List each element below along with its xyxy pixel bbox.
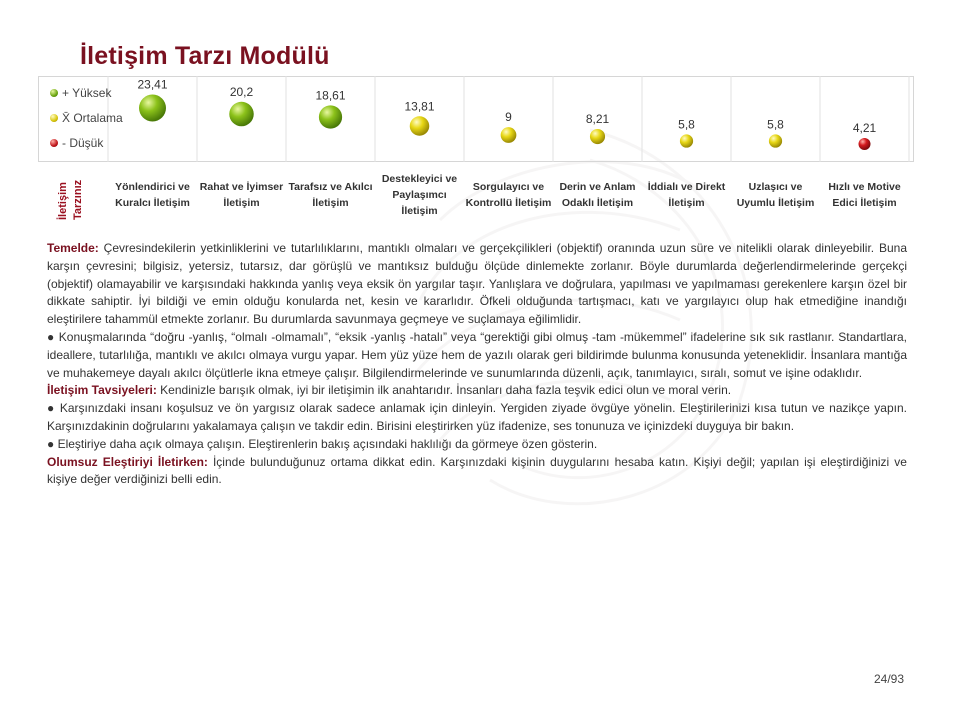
data-label: 13,81	[404, 99, 435, 114]
data-label: 5,8	[678, 117, 695, 132]
average-dot-icon	[50, 114, 58, 122]
chart-area	[38, 76, 914, 162]
olumsuz-label: Olumsuz Eleştiriyi İletirken:	[47, 454, 208, 469]
row-label-line-1: İletişim	[57, 182, 69, 220]
data-point	[590, 129, 605, 144]
bubble-chart	[38, 76, 914, 162]
row-label	[48, 170, 92, 222]
data-label: 23,41	[137, 77, 168, 92]
legend-label: X̄ Ortalama	[62, 110, 123, 125]
olumsuz-text: İçinde bulunduğunuz ortama dikkat edin. Karşınızdaki kişinin duygularını hesaba katın. Kişiyi değil; yapılan işi eleştirdiğinizi ve kişiye değer verdiğinizi belli edin.	[47, 454, 907, 487]
data-label: 20,2	[229, 84, 254, 99]
paragraph-olumsuz	[47, 454, 907, 490]
data-label: 18,61	[315, 88, 346, 103]
category-label: Uzlaşıcı ve Uyumlu İletişim	[736, 181, 815, 209]
legend	[50, 80, 123, 155]
page-title: İletişim Tarzı Modülü	[80, 42, 330, 70]
category-label: Derin ve Anlam Odaklı İletişim	[559, 181, 636, 209]
legend-item-average	[50, 105, 123, 130]
data-label: 5,8	[767, 117, 784, 132]
data-point	[680, 134, 693, 147]
temelde-text: Çevresindekilerin yetkinliklerini ve tutarlılıklarını, mantıklı olmaları ve gerçekçilikleri (objektif) oranında uzun süre ve nitelikli olarak dinleyebilir. Buna karşın çevresini; bilgisiz, yetersiz, tutarsız, dar görüşlü ve mantıksız bulduğu ölçüde dinlemekte zorlanır. Böyle durumlarda değerlendirmelerinde gerçekçi (objektif) olamayabilir ve karşısındaki hakkında yanlış veya eksik ön yargılar taşır. Yanlışlara ve doğrulara, yapılması ve yapılmaması gerekenlere karşın özel bir dikkate sahiptir. İyi bildiği ve emin olduğu konularda net, kesin ve kararlıdır. Öfkeli olduğunda tartışmacı, katı ve yargılayıcı olup hak etmediğine inandığı eleştirilere tahammül etmekte zorlanır. Bu durumlarda savunmaya geçmeye ve suçlamaya eğilimlidir.	[47, 241, 907, 327]
data-label: 8,21	[585, 111, 610, 126]
legend-label: + Yüksek	[62, 85, 112, 100]
data-label: 9	[505, 110, 512, 125]
tavsiye-text: Kendinizle barışık olmak, iyi bir iletişimin ilk anahtarıdır. İnsanları daha fazla teşvik edici olun ve moral verin.	[156, 383, 732, 398]
data-point	[410, 116, 430, 136]
legend-item-high	[50, 80, 123, 105]
category-label: Destekleyici ve Paylaşımcı İletişim	[381, 173, 458, 217]
row-label-line-2: Tarzınız	[72, 179, 84, 220]
data-point	[229, 102, 253, 126]
page-number: 24/93	[874, 672, 905, 686]
high-dot-icon	[50, 89, 58, 97]
data-label: 4,21	[852, 121, 877, 135]
category-label: Tarafsız ve Akılcı İletişim	[288, 181, 373, 209]
legend-item-low	[50, 130, 123, 155]
paragraph-temelde	[47, 240, 907, 329]
legend-label: - Düşük	[62, 135, 104, 150]
paragraph-tavsiye	[47, 382, 907, 400]
category-label: İddialı ve Direkt İletişim	[647, 181, 726, 209]
category-label: Yönlendirici ve Kuralcı İletişim	[115, 181, 190, 209]
data-point	[319, 105, 342, 128]
category-label: Sorgulayıcı ve Kontrollü İletişim	[465, 181, 552, 209]
data-point	[859, 138, 871, 150]
data-point	[139, 95, 166, 122]
description	[47, 240, 907, 489]
data-point	[501, 127, 517, 143]
tavsiye-label: İletişim Tavsiyeleri:	[47, 383, 157, 398]
category-label: Rahat ve İyimser İletişim	[199, 181, 284, 209]
temelde-label: Temelde:	[47, 241, 99, 255]
category-label: Hızlı ve Motive Edici İletişim	[828, 181, 901, 209]
bullet-3: ● Eleştiriye daha açık olmaya çalışın. Eleştirenlerin bakış açısındaki haklılığı da görmeye özen gösterin.	[47, 436, 598, 451]
data-point	[769, 134, 782, 147]
bullet-2: ● Karşınızdaki insanı koşulsuz ve ön yargısız olarak sadece anlamak için dinleyin. Yergiden ziyade övgüye yönelin. Eleştirilerinizi kısa tutun ve nazikçe yapın. Karşınızdakinin doğrularını yakalamaya çalışın ve takdir edin. Birisini eleştirirken yüz ifadenize, ses tonunuza ve içinizdeki duyguya bir bakın.	[47, 401, 907, 433]
low-dot-icon	[50, 139, 58, 147]
bullet-1: ● Konuşmalarında “doğru -yanlış, “olmalı -olmamalı”, “eksik -yanlış -hatalı” veya “gerektiği gibi olmuş -tam -mükemmel” ifadelerine sık sık rastlanır. Standartlara, ideallere, tutarlılığa, mantıklı ve akılcı olmaya vurgu yapar. Hem yüz yüze hem de yazılı olarak geri bildirimde bulunma konusunda yeteneklidir. İnsanlara mantığa ve muhakemeye dayalı akılcı ölçütlerle ikna etmeye çalışır. Bilgilendirmelerinde ve sunumlarında düzenli, açık, tanımlayıcı, sıralı, somut ve işine odaklıdır.	[47, 329, 907, 380]
